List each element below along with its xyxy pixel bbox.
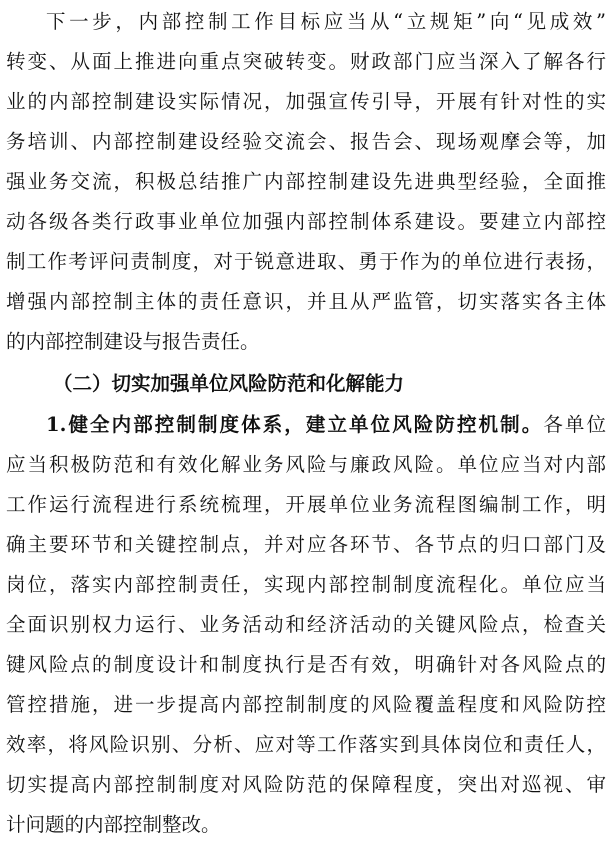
paragraph-1-line-7: 制工作考评问责制度，对于锐意进取、勇于作为的单位进行表扬，: [6, 250, 606, 273]
paragraph-2-line-1-rest: 各单位: [543, 413, 606, 436]
paragraph-2-lead-heading: 1.健全内部控制制度体系，建立单位风险防控机制。: [46, 413, 544, 436]
paragraph-2-line-6: 全面识别权力运行、业务活动和经济活动的关键风险点，检查关: [6, 613, 606, 636]
paragraph-1-line-1: 下一步，内部控制工作目标应当从“立规矩”向“见成效”: [46, 10, 606, 33]
paragraph-1-line-2: 转变、从面上推进向重点突破转变。财政部门应当深入了解各行: [6, 50, 606, 73]
paragraph-2-line-3: 工作运行流程进行系统梳理，开展单位业务流程图编制工作，明: [6, 493, 606, 516]
paragraph-1-line-5: 强业务交流，积极总结推广内部控制建设先进典型经验，全面推: [6, 170, 606, 193]
paragraph-1-line-3: 业的内部控制建设实际情况，加强宣传引导，开展有针对性的实: [6, 90, 606, 113]
paragraph-2-line-8: 管控措施，进一步提高内部控制制度的风险覆盖程度和风险防控: [6, 693, 606, 716]
paragraph-1-line-8: 增强内部控制主体的责任意识，并且从严监管，切实落实各主体: [6, 290, 606, 313]
paragraph-1-line-6: 动各级各类行政事业单位加强内部控制体系建设。要建立内部控: [6, 210, 606, 233]
paragraph-2-line-4: 确主要环节和关键控制点，并对应各环节、各节点的归口部门及: [6, 533, 606, 556]
section-heading: （二）切实加强单位风险防范和化解能力: [53, 372, 405, 395]
paragraph-2-line-11: 计问题的内部控制整改。: [6, 813, 221, 836]
paragraph-2-line-5: 岗位，落实内部控制责任，实现内部控制制度流程化。单位应当: [6, 573, 606, 596]
paragraph-2-line-9: 效率，将风险识别、分析、应对等工作落实到具体岗位和责任人，: [6, 733, 606, 756]
paragraph-2-line-1: [46, 405, 606, 445]
paragraph-2-line-10: 切实提高内部控制制度对风险防范的保障程度，突出对巡视、审: [6, 773, 606, 796]
paragraph-1-line-4: 务培训、内部控制建设经验交流会、报告会、现场观摩会等，加: [6, 130, 606, 153]
paragraph-2-line-7: 键风险点的制度设计和制度执行是否有效，明确针对各风险点的: [6, 653, 606, 676]
paragraph-1-line-9: 的内部控制建设与报告责任。: [6, 330, 260, 353]
paragraph-2-line-2: 应当积极防范和有效化解业务风险与廉政风险。单位应当对内部: [6, 453, 606, 476]
